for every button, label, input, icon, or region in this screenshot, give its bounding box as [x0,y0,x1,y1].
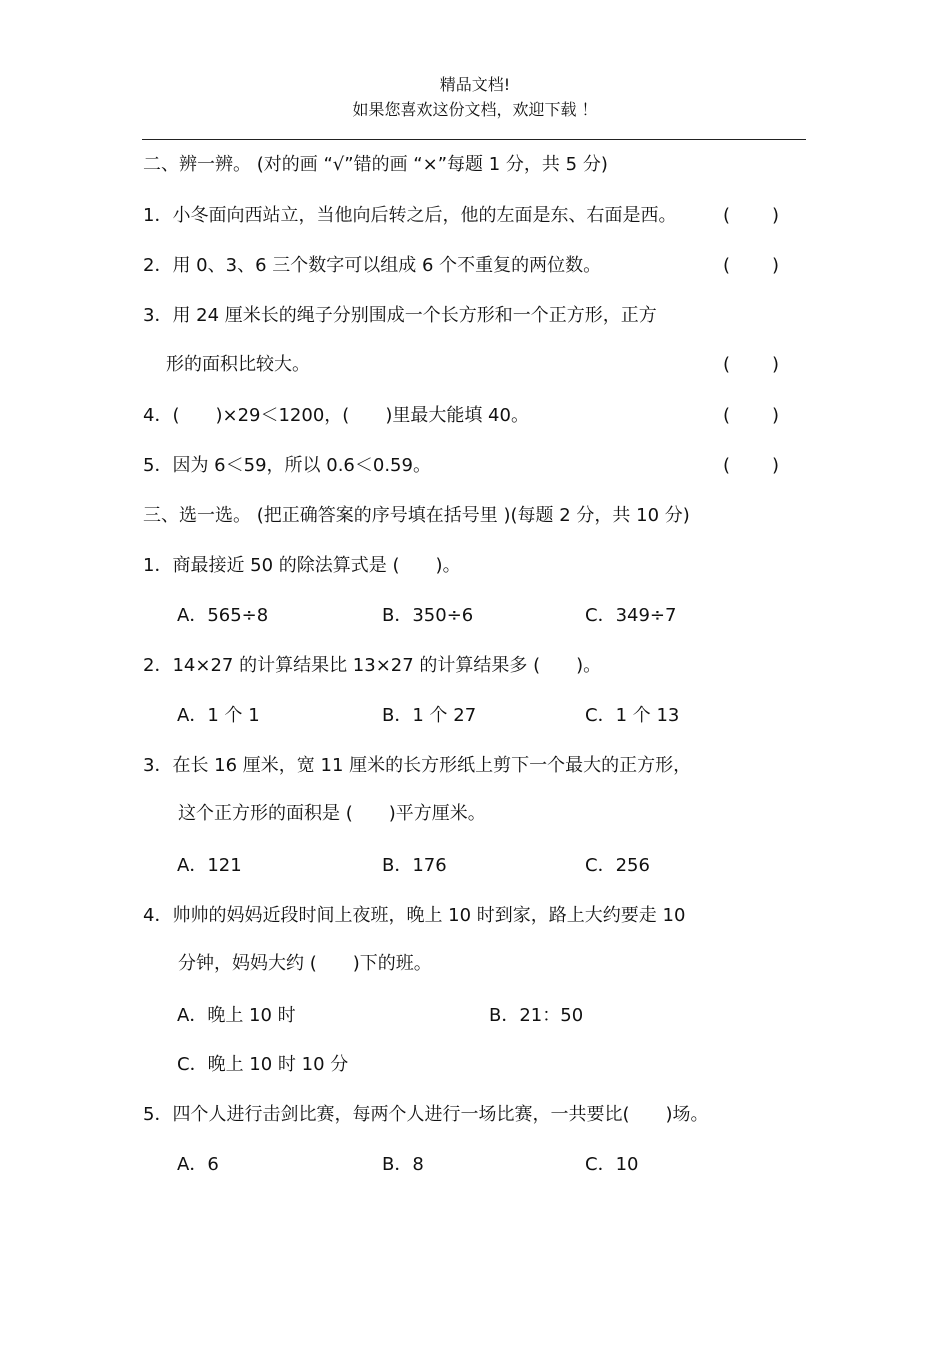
mc-q2-option-b[interactable]: B．1 个 27 [382,705,477,726]
mc-question-4: 4．帅帅的妈妈近段时间上夜班，晚上 10 时到家，路上大约要走 10 [143,905,686,926]
mc-question-3-cont: 这个正方形的面积是 ( )平方厘米。 [178,803,486,824]
mc-q3-option-b[interactable]: B．176 [382,855,447,876]
tf-question-1: 1．小冬面向西站立，当他向后转之后，他的左面是东、右面是西。 [143,205,677,226]
mc-q3-option-c[interactable]: C．256 [585,855,650,876]
mc-q4-option-c[interactable]: C．晚上 10 时 10 分 [177,1054,349,1075]
mc-q1-option-c[interactable]: C．349÷7 [585,605,677,626]
header-divider [142,139,806,140]
mc-q2-option-a[interactable]: A．1 个 1 [177,705,260,726]
paren-close: ) [771,405,779,426]
tf-question-4: 4．( )×29＜1200，( )里最大能填 40。 [143,405,529,426]
mc-q2-option-c[interactable]: C．1 个 13 [585,705,680,726]
paren-close: ) [771,354,779,375]
mc-q5-option-c[interactable]: C．10 [585,1154,639,1175]
mc-q5-option-a[interactable]: A．6 [177,1154,219,1175]
mc-question-1: 1．商最接近 50 的除法算式是 ( )。 [143,555,461,576]
paren-open: ( [723,255,731,276]
mc-q4-option-a[interactable]: A．晚上 10 时 [177,1005,296,1026]
mc-q3-option-a[interactable]: A．121 [177,855,242,876]
header-line-1: 精品文档! [439,75,511,94]
header-line-2: 如果您喜欢这份文档，欢迎下载 ！ [352,100,598,119]
mc-question-4-cont: 分钟，妈妈大约 ( )下的班。 [178,953,432,974]
paren-open: ( [723,205,731,226]
mc-q4-option-b[interactable]: B．21：50 [489,1005,584,1026]
mc-q1-option-a[interactable]: A．565÷8 [177,605,269,626]
tf-question-5: 5．因为 6＜59，所以 0.6＜0.59。 [143,455,431,476]
paren-open: ( [723,354,731,375]
mc-q1-option-b[interactable]: B．350÷6 [382,605,474,626]
mc-question-5: 5．四个人进行击剑比赛，每两个人进行一场比赛，一共要比( )场。 [143,1104,709,1125]
tf-question-3: 3．用 24 厘米长的绳子分别围成一个长方形和一个正方形，正方 [143,305,657,326]
paren-open: ( [723,405,731,426]
paren-open: ( [723,455,731,476]
section2-title: 二、辨一辨。 (对的画 “√”错的画 “×”每题 1 分，共 5 分) [143,154,608,175]
paren-close: ) [771,255,779,276]
paren-close: ) [771,205,779,226]
paren-close: ) [771,455,779,476]
mc-question-3: 3．在长 16 厘米，宽 11 厘米的长方形纸上剪下一个最大的正方形， [143,755,692,776]
tf-question-3-cont: 形的面积比较大。 [166,354,310,375]
section3-title: 三、选一选。 (把正确答案的序号填在括号里 )(每题 2 分，共 10 分) [143,505,690,526]
mc-q5-option-b[interactable]: B．8 [382,1154,424,1175]
mc-question-2: 2．14×27 的计算结果比 13×27 的计算结果多 ( )。 [143,655,602,676]
tf-question-2: 2．用 0、3、6 三个数字可以组成 6 个不重复的两位数。 [143,255,602,276]
